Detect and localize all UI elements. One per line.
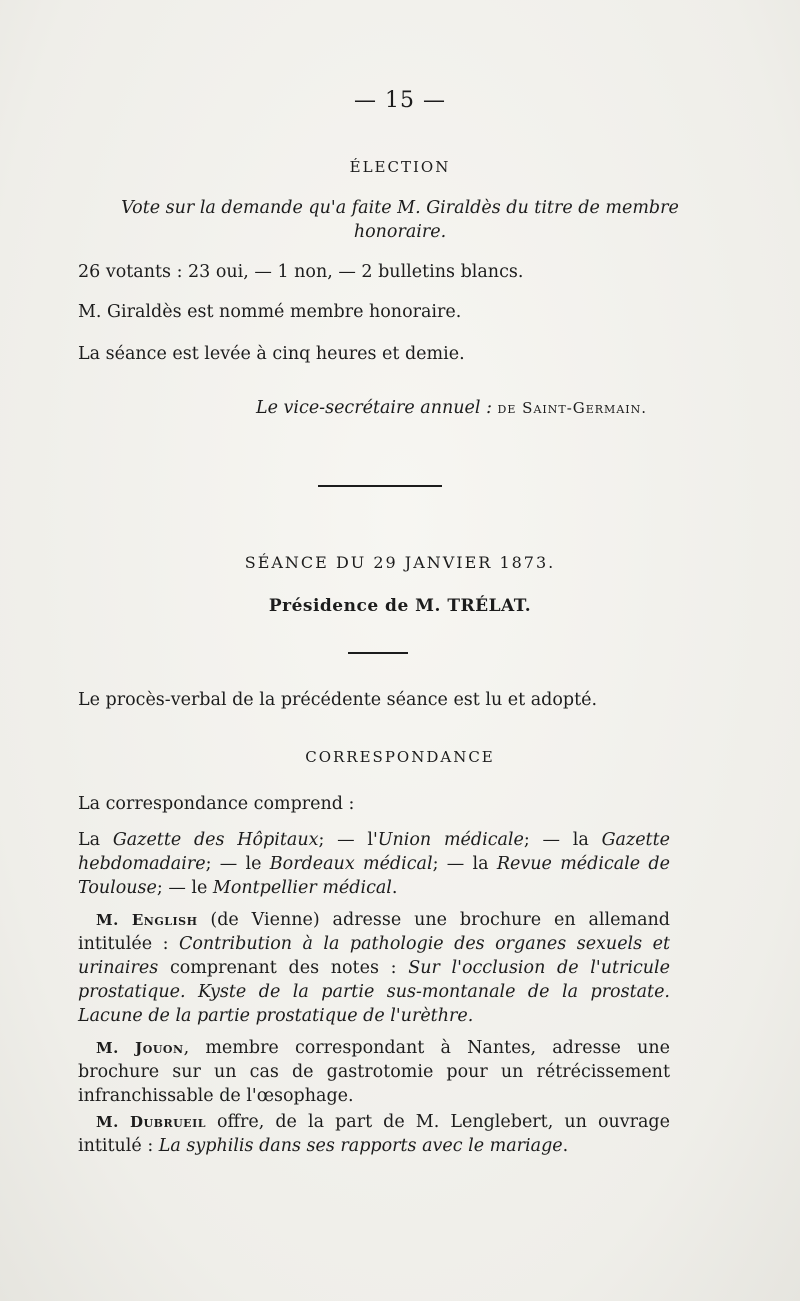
author-dubrueil: M. Dubrueil [96, 1113, 206, 1131]
presidence: Présidence de M. TRÉLAT. [268, 596, 532, 616]
journal-gazette-hopitaux: Gazette des Hôpitaux [112, 830, 319, 850]
signature-name: de Saint-Germain. [497, 399, 647, 417]
seance-heading: SÉANCE DU 29 JANVIER 1873. [244, 553, 556, 572]
journal-union-medicale: Union médicale [377, 830, 524, 850]
journal-revue-medicale-toulouse: Revue médicale de Toulouse [78, 854, 670, 898]
vote-result: 26 votants : 23 oui, — 1 non, — 2 bulletins blancs. [78, 262, 524, 282]
english-text: comprenant des notes : [158, 958, 409, 978]
journal-gazette-hebdomadaire: Gazette hebdomadaire [78, 830, 670, 874]
journal-montpellier-medical: Montpellier médical [212, 878, 392, 898]
author-jouon: M. Jouon [96, 1039, 184, 1057]
correspondance-intro: La correspondance comprend : [78, 794, 355, 814]
author-english: M. English [96, 911, 198, 929]
journal-text: ; — la [523, 830, 602, 850]
vote-text-line-2: honoraire. [353, 222, 447, 242]
english-title: Contribution à la pathologie des organes sexuels et urinaires [78, 934, 670, 978]
minutes: Le procès-verbal de la précédente séance est lu et adopté. [78, 690, 598, 710]
divider-rule [318, 485, 442, 487]
journal-text: La [78, 830, 113, 850]
dubrueil-paragraph [78, 1110, 670, 1158]
election-heading: ÉLECTION [349, 158, 451, 176]
journal-text: ; — le [205, 854, 270, 874]
signature [256, 396, 676, 420]
english-notes: Sur l'occlusion de l'utricule prostatique. Kyste de la partie sus-montanale de la prostate. Lacune de la partie prostatique de l'urèthre. [78, 958, 670, 1026]
vote-text-line-1: Vote sur la demande qu'a faite M. Giraldès du titre de membre [121, 198, 679, 218]
english-text: (de Vienne) adresse une brochure en allemand intitulée : [78, 910, 670, 954]
journal-text: ; — le [156, 878, 213, 898]
jouon-text: , membre correspondant à Nantes, adresse une brochure sur un cas de gastrotomie pour un rétrécissement infranchissable de l'œsophage. [78, 1038, 670, 1106]
vote-text [90, 196, 710, 244]
nomination: M. Giraldès est nommé membre honoraire. [78, 302, 462, 322]
journal-text: ; — l' [318, 830, 378, 850]
page-number: — 15 — [354, 88, 446, 113]
english-paragraph [78, 908, 670, 1028]
dubrueil-title: La syphilis dans ses rapports avec le mariage [158, 1136, 563, 1156]
dubrueil-text: . [562, 1136, 569, 1156]
jouon-paragraph [78, 1036, 670, 1108]
correspondance-heading: CORRESPONDANCE [305, 748, 495, 766]
short-rule [348, 652, 408, 654]
journal-bordeaux-medical: Bordeaux médical [269, 854, 433, 874]
dubrueil-text: offre, de la part de M. Lenglebert, un ouvrage intitulé : [78, 1112, 670, 1156]
journals-paragraph [78, 828, 670, 900]
journal-text: ; — la [432, 854, 497, 874]
signature-role: Le vice-secrétaire annuel : [256, 398, 492, 418]
closing: La séance est levée à cinq heures et demie. [78, 344, 465, 364]
journal-text: . [391, 878, 398, 898]
